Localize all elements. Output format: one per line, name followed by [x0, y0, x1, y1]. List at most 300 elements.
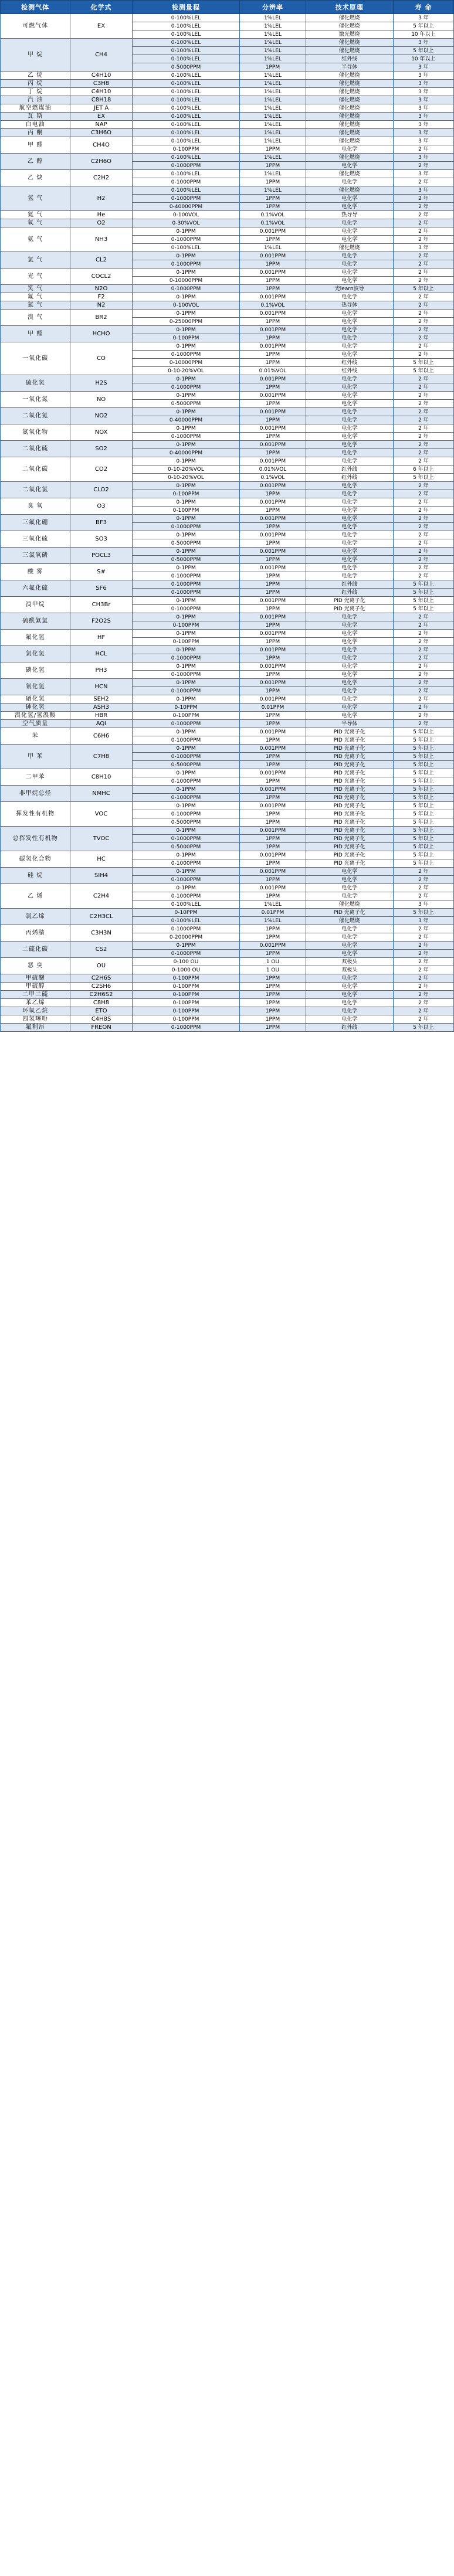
life-cell: 5 年以上 [393, 474, 453, 482]
technology-cell: 催化燃烧 [306, 22, 393, 30]
technology-cell: 电化学 [306, 662, 393, 671]
formula-cell: ETO [70, 1007, 133, 1015]
gas-name-cell: 硫化氢 [1, 375, 70, 392]
formula-cell: AQI [70, 720, 133, 728]
technology-cell: 电化学 [306, 974, 393, 983]
range-cell: 0-100%LEL [132, 129, 240, 137]
formula-cell: ASH3 [70, 704, 133, 712]
formula-cell: EX [70, 113, 133, 121]
formula-cell: C8H10 [70, 769, 133, 786]
table-row [1, 39, 454, 47]
range-cell: 0-1PPM [132, 326, 240, 334]
range-cell: 0-1000PPM [132, 835, 240, 843]
resolution-cell: 1PPM [240, 351, 306, 359]
resolution-cell: 0.001PPM [240, 424, 306, 433]
technology-cell: PID 光离子化 [306, 777, 393, 786]
life-cell: 2 年 [393, 219, 453, 227]
technology-cell: 电化学 [306, 449, 393, 457]
resolution-cell: 0.001PPM [240, 457, 306, 465]
formula-cell: CH3Br [70, 597, 133, 613]
range-cell: 0-100PPM [132, 507, 240, 515]
life-cell: 2 年 [393, 613, 453, 621]
range-cell: 0-10PPM [132, 909, 240, 917]
life-cell: 2 年 [393, 227, 453, 236]
range-cell: 0-1000PPM [132, 794, 240, 802]
formula-cell: N2 [70, 301, 133, 310]
life-cell: 2 年 [393, 621, 453, 630]
table-row [1, 170, 454, 178]
resolution-cell: 1%LEL [240, 88, 306, 96]
table-row [1, 301, 454, 310]
table-row [1, 884, 454, 892]
life-cell: 2 年 [393, 933, 453, 942]
life-cell: 2 年 [393, 236, 453, 244]
gas-name-cell: 苯乙烯 [1, 999, 70, 1007]
formula-cell: C7H8 [70, 745, 133, 769]
table-row [1, 786, 454, 794]
resolution-cell: 0.001PPM [240, 597, 306, 605]
range-cell: 0-1000PPM [132, 433, 240, 441]
technology-cell: 电化学 [306, 342, 393, 351]
table-row [1, 252, 454, 260]
resolution-cell: 1PPM [240, 999, 306, 1007]
life-cell: 2 年 [393, 416, 453, 424]
range-cell: 0-1PPM [132, 942, 240, 950]
technology-cell: 半导体 [306, 63, 393, 72]
life-cell: 2 年 [393, 310, 453, 318]
life-cell: 2 年 [393, 498, 453, 507]
table-row [1, 695, 454, 704]
technology-cell: 电化学 [306, 203, 393, 211]
life-cell: 2 年 [393, 572, 453, 580]
formula-cell: NAP [70, 121, 133, 129]
life-cell: 2 年 [393, 548, 453, 556]
range-cell: 0-1000PPM [132, 383, 240, 392]
range-cell: 0-1000PPM [132, 654, 240, 662]
technology-cell: 电化学 [306, 219, 393, 227]
technology-cell: 电化学 [306, 621, 393, 630]
range-cell: 0-5000PPM [132, 818, 240, 827]
gas-name-cell: 三氯氧磷 [1, 548, 70, 564]
life-cell: 2 年 [393, 342, 453, 351]
life-cell: 5 年以上 [393, 818, 453, 827]
life-cell: 2 年 [393, 392, 453, 400]
resolution-cell: 1PPM [240, 285, 306, 293]
technology-cell: 催化燃烧 [306, 72, 393, 80]
resolution-cell: 1%LEL [240, 129, 306, 137]
range-cell: 0-100PPM [132, 1015, 240, 1024]
life-cell: 2 年 [393, 195, 453, 203]
gas-name-cell: 丙 酮 [1, 129, 70, 137]
formula-cell: COCL2 [70, 269, 133, 285]
resolution-cell: 1PPM [240, 621, 306, 630]
resolution-cell: 1%LEL [240, 30, 306, 39]
range-cell: 0-5000PPM [132, 539, 240, 548]
table-row [1, 646, 454, 654]
life-cell: 2 年 [393, 679, 453, 687]
resolution-cell: 1%LEL [240, 154, 306, 162]
life-cell: 2 年 [393, 383, 453, 392]
formula-cell: HC [70, 851, 133, 868]
range-cell: 0-100%LEL [132, 154, 240, 162]
resolution-cell: 0.001PPM [240, 884, 306, 892]
range-cell: 0-5000PPM [132, 843, 240, 851]
gas-name-cell: 氟利昂 [1, 1024, 70, 1032]
life-cell: 2 年 [393, 531, 453, 539]
table-row [1, 424, 454, 433]
table-row [1, 137, 454, 145]
resolution-cell: 0.001PPM [240, 342, 306, 351]
technology-cell: 催化燃烧 [306, 113, 393, 121]
technology-cell: PID 光离子化 [306, 761, 393, 769]
formula-cell: CO [70, 342, 133, 375]
range-cell: 0-1PPM [132, 769, 240, 777]
resolution-cell: 1PPM [240, 671, 306, 679]
range-cell: 0-1000 OU [132, 966, 240, 974]
range-cell: 0-100%LEL [132, 39, 240, 47]
technology-cell: 电化学 [306, 145, 393, 154]
life-cell: 2 年 [393, 408, 453, 416]
range-cell: 0-1PPM [132, 884, 240, 892]
technology-cell: 电化学 [306, 277, 393, 285]
range-cell: 0-100 OU [132, 958, 240, 966]
resolution-cell: 1PPM [240, 400, 306, 408]
life-cell: 2 年 [393, 277, 453, 285]
gas-name-cell: 氟 气 [1, 293, 70, 301]
gas-name-cell: 硅 烷 [1, 868, 70, 884]
formula-cell: C3H6O [70, 129, 133, 137]
resolution-cell: 0.001PPM [240, 515, 306, 523]
gas-name-cell: 环氧乙烷 [1, 1007, 70, 1015]
gas-name-cell: 氦 气 [1, 211, 70, 219]
range-cell: 0-1000PPM [132, 236, 240, 244]
range-cell: 0-1PPM [132, 728, 240, 736]
range-cell: 0-1000PPM [132, 605, 240, 613]
range-cell: 0-1PPM [132, 252, 240, 260]
life-cell: 2 年 [393, 942, 453, 950]
resolution-cell: 1PPM [240, 810, 306, 818]
gas-name-cell: 白电油 [1, 121, 70, 129]
resolution-cell: 1PPM [240, 416, 306, 424]
resolution-cell: 1PPM [240, 835, 306, 843]
resolution-cell: 0.1%VOL [240, 219, 306, 227]
gas-name-cell: 氮氧化物 [1, 424, 70, 441]
range-cell: 0-1000PPM [132, 178, 240, 186]
technology-cell: 电化学 [306, 531, 393, 539]
range-cell: 0-1PPM [132, 868, 240, 876]
formula-cell: TVOC [70, 827, 133, 851]
technology-cell: 催化燃烧 [306, 80, 393, 88]
resolution-cell: 1PPM [240, 523, 306, 531]
technology-cell: 催化燃烧 [306, 186, 393, 195]
range-cell: 0-1000PPM [132, 162, 240, 170]
gas-name-cell: 空气质量 [1, 720, 70, 728]
range-cell: 0-10000PPM [132, 359, 240, 367]
resolution-cell: 1%LEL [240, 80, 306, 88]
range-cell: 0-1PPM [132, 679, 240, 687]
resolution-cell: 0.001PPM [240, 498, 306, 507]
life-cell: 2 年 [393, 351, 453, 359]
table-row [1, 662, 454, 671]
life-cell: 5 年以上 [393, 794, 453, 802]
resolution-cell: 1%LEL [240, 121, 306, 129]
resolution-cell: 0.001PPM [240, 482, 306, 490]
technology-cell: 电化学 [306, 876, 393, 884]
resolution-cell: 1PPM [240, 950, 306, 958]
resolution-cell: 1PPM [240, 712, 306, 720]
resolution-cell: 1PPM [240, 753, 306, 761]
life-cell: 2 年 [393, 301, 453, 310]
range-cell: 0-1PPM [132, 482, 240, 490]
table-row [1, 868, 454, 876]
technology-cell: 催化燃烧 [306, 39, 393, 47]
table-row [1, 999, 454, 1007]
resolution-cell: 1PPM [240, 892, 306, 900]
gas-name-cell: 氧 气 [1, 219, 70, 227]
range-cell: 0-10-20%VOL [132, 465, 240, 474]
formula-cell: SEH2 [70, 695, 133, 704]
resolution-cell: 1PPM [240, 449, 306, 457]
gas-name-cell: 氰化氢 [1, 679, 70, 695]
table-row [1, 80, 454, 88]
life-cell: 3 年 [393, 186, 453, 195]
technology-cell: 红外线 [306, 474, 393, 482]
resolution-cell: 1%LEL [240, 22, 306, 30]
formula-cell: C2H6S [70, 974, 133, 983]
resolution-cell: 1PPM [240, 654, 306, 662]
life-cell: 2 年 [393, 457, 453, 465]
life-cell: 5 年以上 [393, 777, 453, 786]
resolution-cell: 1PPM [240, 556, 306, 564]
table-row [1, 14, 454, 22]
resolution-cell: 1PPM [240, 736, 306, 745]
formula-cell: H2 [70, 186, 133, 211]
table-row [1, 679, 454, 687]
table-row [1, 375, 454, 383]
table-row [1, 720, 454, 728]
range-cell: 0-100PPM [132, 1007, 240, 1015]
range-cell: 0-1000PPM [132, 1024, 240, 1032]
resolution-cell: 1PPM [240, 925, 306, 933]
life-cell: 5 年以上 [393, 745, 453, 753]
life-cell: 2 年 [393, 892, 453, 900]
resolution-cell: 0.001PPM [240, 408, 306, 416]
range-cell: 0-25000PPM [132, 318, 240, 326]
formula-cell: C4H10 [70, 72, 133, 80]
gas-name-cell: 可燃气体 [1, 14, 70, 39]
life-cell: 2 年 [393, 958, 453, 966]
table-row [1, 457, 454, 465]
table-row [1, 515, 454, 523]
table-row [1, 942, 454, 950]
formula-cell: SIH4 [70, 868, 133, 884]
resolution-cell: 1PPM [240, 818, 306, 827]
table-row [1, 597, 454, 605]
range-cell: 0-100%LEL [132, 244, 240, 252]
life-cell: 2 年 [393, 646, 453, 654]
life-cell: 3 年 [393, 244, 453, 252]
table-row [1, 827, 454, 835]
gas-name-cell: 溴化氢/氢溴酸 [1, 712, 70, 720]
gas-name-cell: 氯乙烯 [1, 909, 70, 925]
formula-cell: C2H4 [70, 884, 133, 909]
gas-name-cell: 丁 烷 [1, 88, 70, 96]
range-cell: 0-100PPM [132, 991, 240, 999]
life-cell: 6 年以上 [393, 465, 453, 474]
life-cell: 5 年以上 [393, 810, 453, 818]
range-cell: 0-20000PPM [132, 933, 240, 942]
technology-cell: 电化学 [306, 236, 393, 244]
life-cell: 5 年以上 [393, 589, 453, 597]
formula-cell: C4H8S [70, 1015, 133, 1024]
table-row [1, 745, 454, 753]
gas-name-cell: 碳氢化合物 [1, 851, 70, 868]
life-cell: 2 年 [393, 145, 453, 154]
life-cell: 2 年 [393, 400, 453, 408]
table-row [1, 408, 454, 416]
range-cell: 0-1PPM [132, 310, 240, 318]
gas-name-cell: 总挥发性有机物 [1, 827, 70, 851]
life-cell: 5 年以上 [393, 605, 453, 613]
gas-name-cell: 氟化氢 [1, 630, 70, 646]
technology-cell: 催化燃烧 [306, 47, 393, 55]
range-cell: 0-1000PPM [132, 810, 240, 818]
technology-cell: 电化学 [306, 884, 393, 892]
life-cell: 5 年以上 [393, 851, 453, 859]
life-cell: 3 年 [393, 121, 453, 129]
resolution-cell: 0.001PPM [240, 851, 306, 859]
range-cell: 0-1PPM [132, 802, 240, 810]
gas-detection-table [0, 0, 454, 1032]
resolution-cell: 1 OU [240, 966, 306, 974]
gas-name-cell: 六氟化硫 [1, 580, 70, 597]
table-row [1, 211, 454, 219]
life-cell: 3 年 [393, 170, 453, 178]
life-cell: 2 年 [393, 654, 453, 662]
gas-name-cell: 二氧化氯 [1, 482, 70, 498]
gas-name-cell: 溴 气 [1, 310, 70, 326]
range-cell: 0-10PPM [132, 704, 240, 712]
range-cell: 0-1PPM [132, 827, 240, 835]
resolution-cell: 1%LEL [240, 137, 306, 145]
gas-name-cell: 乙 醇 [1, 154, 70, 170]
gas-name-cell: 甲 醛 [1, 137, 70, 154]
life-cell: 2 年 [393, 630, 453, 638]
range-cell: 0-100%LEL [132, 22, 240, 30]
resolution-cell: 1PPM [240, 383, 306, 392]
technology-cell: 电化学 [306, 318, 393, 326]
range-cell: 0-1PPM [132, 392, 240, 400]
technology-cell: 电化学 [306, 892, 393, 900]
table-row [1, 269, 454, 277]
formula-cell: F2O2S [70, 613, 133, 630]
life-cell: 5 年以上 [393, 761, 453, 769]
life-cell: 5 年以上 [393, 859, 453, 868]
life-cell: 2 年 [393, 252, 453, 260]
table-row [1, 983, 454, 991]
range-cell: 0-1000PPM [132, 589, 240, 597]
resolution-cell: 1PPM [240, 1007, 306, 1015]
formula-cell: CLO2 [70, 482, 133, 498]
technology-cell: 热导体 [306, 301, 393, 310]
life-cell: 5 年以上 [393, 843, 453, 851]
resolution-cell: 1PPM [240, 178, 306, 186]
life-cell: 2 年 [393, 999, 453, 1007]
table-row [1, 154, 454, 162]
technology-cell: 电化学 [306, 482, 393, 490]
life-cell: 3 年 [393, 88, 453, 96]
resolution-cell: 1PPM [240, 63, 306, 72]
technology-cell: 电化学 [306, 630, 393, 638]
range-cell: 0-100%LEL [132, 55, 240, 63]
range-cell: 0-100%LEL [132, 14, 240, 22]
formula-cell: C2SH6 [70, 983, 133, 991]
table-row [1, 1024, 454, 1032]
table-row [1, 958, 454, 966]
life-cell: 2 年 [393, 318, 453, 326]
resolution-cell: 0.001PPM [240, 392, 306, 400]
resolution-cell: 1%LEL [240, 72, 306, 80]
life-cell: 2 年 [393, 515, 453, 523]
resolution-cell: 1PPM [240, 991, 306, 999]
range-cell: 0-1000PPM [132, 777, 240, 786]
gas-name-cell: 恶 臭 [1, 958, 70, 974]
range-cell: 0-5000PPM [132, 63, 240, 72]
gas-name-cell: 非甲烷总烃 [1, 786, 70, 802]
range-cell: 0-1000PPM [132, 285, 240, 293]
range-cell: 0-1PPM [132, 515, 240, 523]
resolution-cell: 1PPM [240, 1024, 306, 1032]
life-cell: 2 年 [393, 671, 453, 679]
table-row [1, 441, 454, 449]
range-cell: 0-100VOL [132, 301, 240, 310]
header-formula: 化学式 [70, 1, 133, 14]
life-cell: 5 年以上 [393, 728, 453, 736]
formula-cell: NMHC [70, 786, 133, 802]
resolution-cell: 0.001PPM [240, 769, 306, 777]
resolution-cell: 1PPM [240, 794, 306, 802]
formula-cell: CO2 [70, 457, 133, 482]
table-row [1, 104, 454, 113]
technology-cell: 电化学 [306, 613, 393, 621]
resolution-cell: 1PPM [240, 589, 306, 597]
gas-name-cell: 丙 烷 [1, 80, 70, 88]
life-cell: 5 年以上 [393, 827, 453, 835]
resolution-cell: 1PPM [240, 859, 306, 868]
resolution-cell: 0.001PPM [240, 326, 306, 334]
life-cell: 5 年以上 [393, 1024, 453, 1032]
formula-cell: C8H18 [70, 96, 133, 104]
gas-name-cell: 一氧化碳 [1, 342, 70, 375]
technology-cell: 半导体 [306, 720, 393, 728]
gas-name-cell: 氢 气 [1, 186, 70, 211]
range-cell: 0-1000PPM [132, 736, 240, 745]
table-row [1, 392, 454, 400]
resolution-cell: 1PPM [240, 359, 306, 367]
resolution-cell: 0.01PPM [240, 909, 306, 917]
table-row [1, 712, 454, 720]
life-cell: 2 年 [393, 203, 453, 211]
formula-cell: BF3 [70, 515, 133, 531]
range-cell: 0-10-20%VOL [132, 474, 240, 482]
table-row [1, 728, 454, 736]
technology-cell: 电化学 [306, 925, 393, 933]
life-cell: 2 年 [393, 441, 453, 449]
gas-name-cell: 二甲二硫 [1, 991, 70, 999]
technology-cell: 电化学 [306, 424, 393, 433]
technology-cell: 电化学 [306, 269, 393, 277]
resolution-cell: 1%LEL [240, 104, 306, 113]
